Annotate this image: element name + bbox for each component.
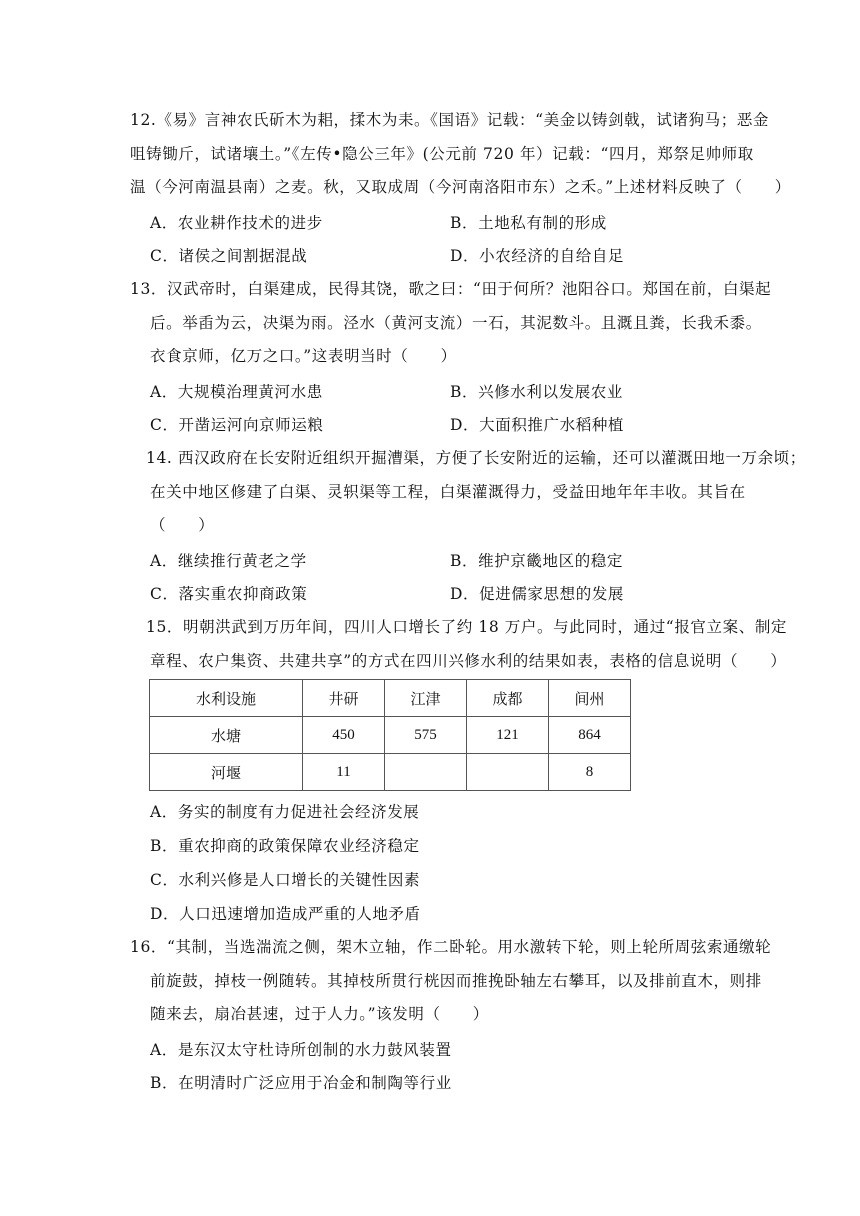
question-13-option-d: D．大面积推广水稻种植 [450, 416, 625, 434]
table-cell: 8 [549, 754, 631, 791]
table-cell: 864 [549, 717, 631, 754]
question-13-line-2: 后。举臿为云，决渠为雨。泾水（黄河支流）一石，其泥数斗。且溉且粪，长我禾黍。 [150, 313, 762, 332]
question-12-line-3: 温（今河南温县南）之麦。秋，又取成周（今河南洛阳市东）之禾。”上述材料反映了（ ） [130, 178, 791, 196]
question-16-line-1: 16．“其制，当选湍流之侧，架木立轴，作二卧轮。用水激转下轮，则上轮所周弦索通缴轮 [130, 938, 772, 956]
table-cell [467, 754, 549, 791]
table-cell: 450 [303, 717, 385, 754]
question-13-option-b: B．兴修水利以发展农业 [450, 383, 623, 401]
question-13-option-a: A．大规模治理黄河水患 [150, 383, 323, 401]
table-header-cell: 成都 [467, 680, 549, 717]
question-14-option-c: C．落实重农抑商政策 [150, 585, 308, 603]
question-16 [130, 931, 772, 1032]
table-header-cell: 江津 [385, 680, 467, 717]
question-12-option-a: A．农业耕作技术的进步 [150, 214, 323, 232]
question-15-option-c: C．水利兴修是人口增长的关键性因素 [150, 871, 421, 889]
table-cell [385, 754, 467, 791]
question-12-line-1: 12.《易》言神农氏斫木为耜，揉木为耒。《国语》记载：“美金以铸剑戟，试诸狗马；恶金 [130, 111, 770, 129]
table-cell: 水塘 [150, 717, 303, 754]
question-16-option-b: B．在明清时广泛应用于冶金和制陶等行业 [150, 1074, 452, 1092]
question-15-line-1: 15．明朝洪武到万历年间，四川人口增长了约 18 万户。与此同时，通过“报官立案、制定 [146, 618, 788, 636]
table-cell: 11 [303, 754, 385, 791]
question-14-option-b: B．维护京畿地区的稳定 [450, 552, 623, 570]
table-header-cell: 井研 [303, 680, 385, 717]
question-12-option-c: C．诸侯之间割据混战 [150, 247, 308, 265]
question-12-line-2: 咀铸锄斤，试诸壤土。”《左传•隐公三年》(公元前 720 年）记载：“四月，郑祭足帅师取 [130, 144, 754, 163]
question-14-line-2: 在关中地区修建了白渠、灵轵渠等工程，白渠灌溉得力，受益田地年年丰收。其旨在 [150, 482, 746, 501]
question-14 [130, 442, 806, 543]
question-13-option-c: C．开凿运河向京师运粮 [150, 416, 324, 434]
question-15-option-d: D．人口迅速增加造成严重的人地矛盾 [150, 905, 421, 923]
question-14-line-1: 14. 西汉政府在长安附近组织开掘漕渠，方便了长安附近的运输，还可以灌溉田地一万余顷； [146, 449, 806, 467]
question-13-line-1: 13．汉武帝时，白渠建成，民得其饶，歌之曰：“田于何所？池阳谷口。郑国在前，白渠起 [130, 280, 772, 298]
table-cell: 河堰 [150, 754, 303, 791]
question-14-option-d: D．促进儒家思想的发展 [450, 585, 625, 603]
question-12-option-b: B．土地私有制的形成 [450, 214, 607, 232]
question-15 [130, 611, 788, 678]
table-cell: 575 [385, 717, 467, 754]
question-16-line-3: 随来去，扇冶甚速，过于人力。”该发明（ ） [150, 1005, 489, 1023]
table-row [150, 754, 631, 791]
question-16-option-a: A．是东汉太守杜诗所创制的水力鼓风装置 [150, 1041, 452, 1059]
table-header-cell: 间州 [549, 680, 631, 717]
question-13 [130, 273, 772, 374]
question-14-line-3: （ ） [150, 516, 215, 534]
question-12-option-d: D．小农经济的自给自足 [450, 247, 625, 265]
question-15-line-2: 章程、农户集资、共建共享”的方式在四川兴修水利的结果如表，表格的信息说明（ ） [150, 651, 787, 670]
table-header-row [150, 680, 631, 717]
table-cell: 121 [467, 717, 549, 754]
question-13-line-3: 衣食京师，亿万之口。”这表明当时（ ） [150, 347, 457, 365]
question-12 [130, 104, 791, 205]
question-15-option-b: B．重农抑商的政策保障农业经济稳定 [150, 837, 420, 855]
table-header-cell: 水利设施 [150, 680, 303, 717]
water-facilities-table [149, 679, 631, 791]
question-14-option-a: A．继续推行黄老之学 [150, 552, 307, 570]
table-row [150, 717, 631, 754]
question-16-line-2: 前旋鼓，掉枝一例随转。其掉枝所贯行桄因而推挽卧轴左右攀耳，以及排前直木，则排 [150, 971, 762, 990]
question-15-option-a: A．务实的制度有力促进社会经济发展 [150, 803, 420, 821]
